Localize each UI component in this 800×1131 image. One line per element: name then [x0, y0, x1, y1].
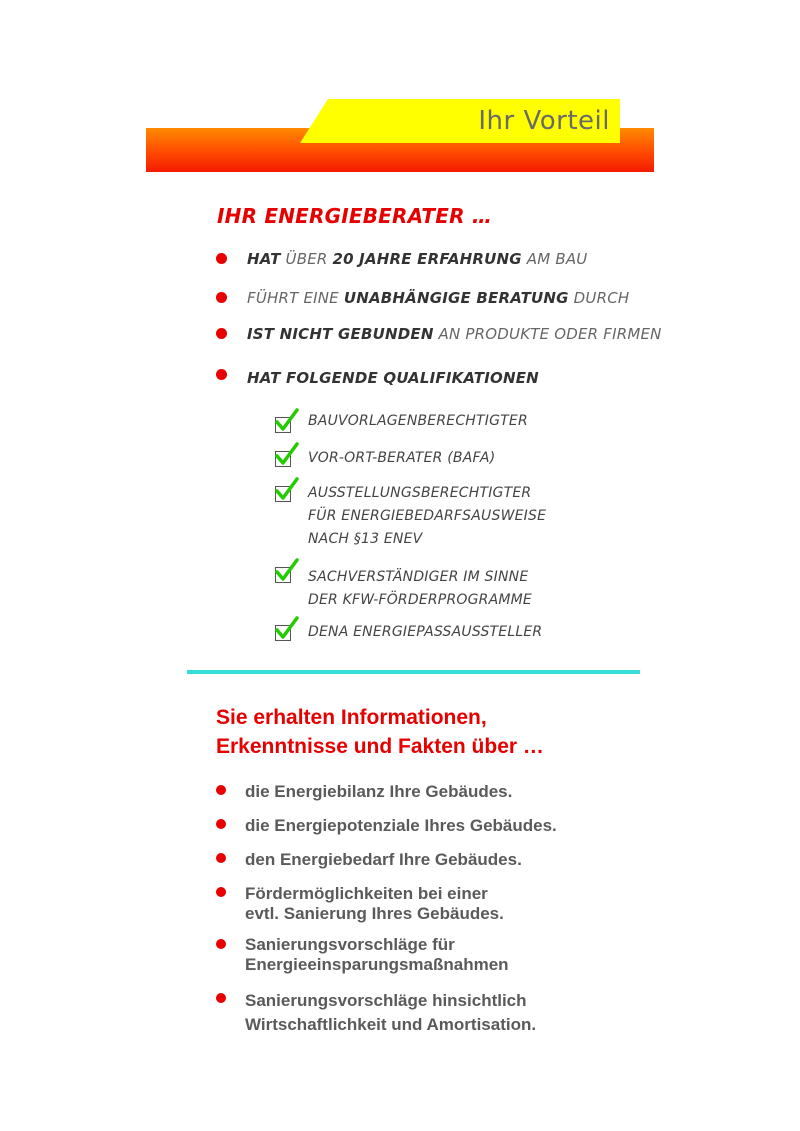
info-item-line: Wirtschaftlichkeit und Amortisation. — [245, 1015, 537, 1034]
bullet-dot — [216, 253, 227, 264]
qualification-line: DER KFW-FÖRDERPROGRAMME — [308, 592, 532, 608]
advisor-bullet-4-part-1: HAT FOLGENDE QUALIFIKATIONEN — [247, 369, 539, 387]
bullet-dot — [216, 939, 226, 949]
qualification-line: NACH §13 ENEV — [308, 531, 423, 547]
bullet-dot — [216, 993, 226, 1003]
checkbox-checked-icon — [275, 417, 291, 433]
checkbox-checked-icon — [275, 567, 291, 583]
info-item-line: evtl. Sanierung Ihres Gebäudes. — [245, 904, 504, 923]
qualification-line: DENA ENERGIEPASSAUSSTELLER — [308, 624, 543, 640]
bullet-dot — [216, 887, 226, 897]
bullet-dot — [216, 853, 226, 863]
header-title: Ihr Vorteil — [478, 106, 610, 136]
checkbox-checked-icon — [275, 451, 291, 467]
qualification-line: BAUVORLAGENBERECHTIGTER — [308, 413, 528, 429]
info-item-6 — [245, 989, 665, 1037]
advisor-bullet-3-part-2: AN PRODUKTE ODER FIRMEN — [433, 325, 662, 343]
info-title — [216, 703, 636, 761]
qualification-2 — [308, 447, 495, 470]
advisor-bullet-2 — [247, 289, 629, 307]
qualification-4 — [308, 566, 532, 612]
info-item-2 — [245, 816, 665, 836]
info-item-line: Fördermöglichkeiten bei einer — [245, 884, 488, 903]
advisor-bullet-2-part-3: DURCH — [568, 289, 630, 307]
section-divider — [187, 670, 640, 674]
bullet-dot — [216, 785, 226, 795]
checkbox-checked-icon — [275, 486, 291, 502]
qualification-1 — [308, 410, 528, 433]
qualification-line: FÜR ENERGIEBEDARFSAUSWEISE — [308, 508, 547, 524]
info-item-3 — [245, 850, 665, 870]
qualification-line: AUSSTELLUNGSBERECHTIGTER — [308, 485, 532, 501]
advisor-bullet-3 — [247, 325, 662, 343]
qualification-5 — [308, 621, 542, 644]
bullet-dot — [216, 819, 226, 829]
checkbox-checked-icon — [275, 625, 291, 641]
info-item-5 — [245, 935, 665, 975]
bullet-dot — [216, 328, 227, 339]
advisor-title: IHR ENERGIEBERATER … — [217, 204, 493, 228]
info-item-1 — [245, 782, 665, 802]
info-item-line: Sanierungsvorschläge hinsichtlich — [245, 991, 527, 1010]
advisor-bullet-2-part-2: UNABHÄNGIGE BERATUNG — [343, 289, 569, 307]
advisor-bullet-1-part-4: AM BAU — [521, 250, 588, 268]
advisor-bullet-2-part-1: FÜHRT EINE — [247, 289, 344, 307]
advisor-bullet-1-part-3: 20 JAHRE ERFAHRUNG — [332, 250, 522, 268]
info-item-line: die Energiebilanz Ihre Gebäudes. — [245, 782, 513, 801]
advisor-bullet-1-part-1: HAT — [247, 250, 281, 268]
advisor-bullet-1 — [247, 250, 587, 268]
info-title-line-2: Erkenntnisse und Fakten über … — [216, 735, 544, 758]
qualification-3 — [308, 482, 546, 551]
qualification-line: VOR-ORT-BERATER (BAFA) — [308, 450, 496, 466]
info-item-line: Sanierungsvorschläge für — [245, 935, 455, 954]
bullet-dot — [216, 292, 227, 303]
advisor-bullet-1-part-2: ÜBER — [280, 250, 333, 268]
advisor-bullet-3-part-1: IST NICHT GEBUNDEN — [247, 325, 434, 343]
info-title-line-1: Sie erhalten Informationen, — [216, 706, 487, 729]
qualification-line: SACHVERSTÄNDIGER IM SINNE — [308, 569, 529, 585]
bullet-dot — [216, 369, 227, 380]
info-item-line: den Energiebedarf Ihre Gebäudes. — [245, 850, 522, 869]
advisor-bullet-4 — [247, 369, 539, 387]
info-item-line: Energieeinsparungsmaßnahmen — [245, 955, 509, 974]
info-item-4 — [245, 884, 665, 924]
info-item-line: die Energiepotenziale Ihres Gebäudes. — [245, 816, 557, 835]
